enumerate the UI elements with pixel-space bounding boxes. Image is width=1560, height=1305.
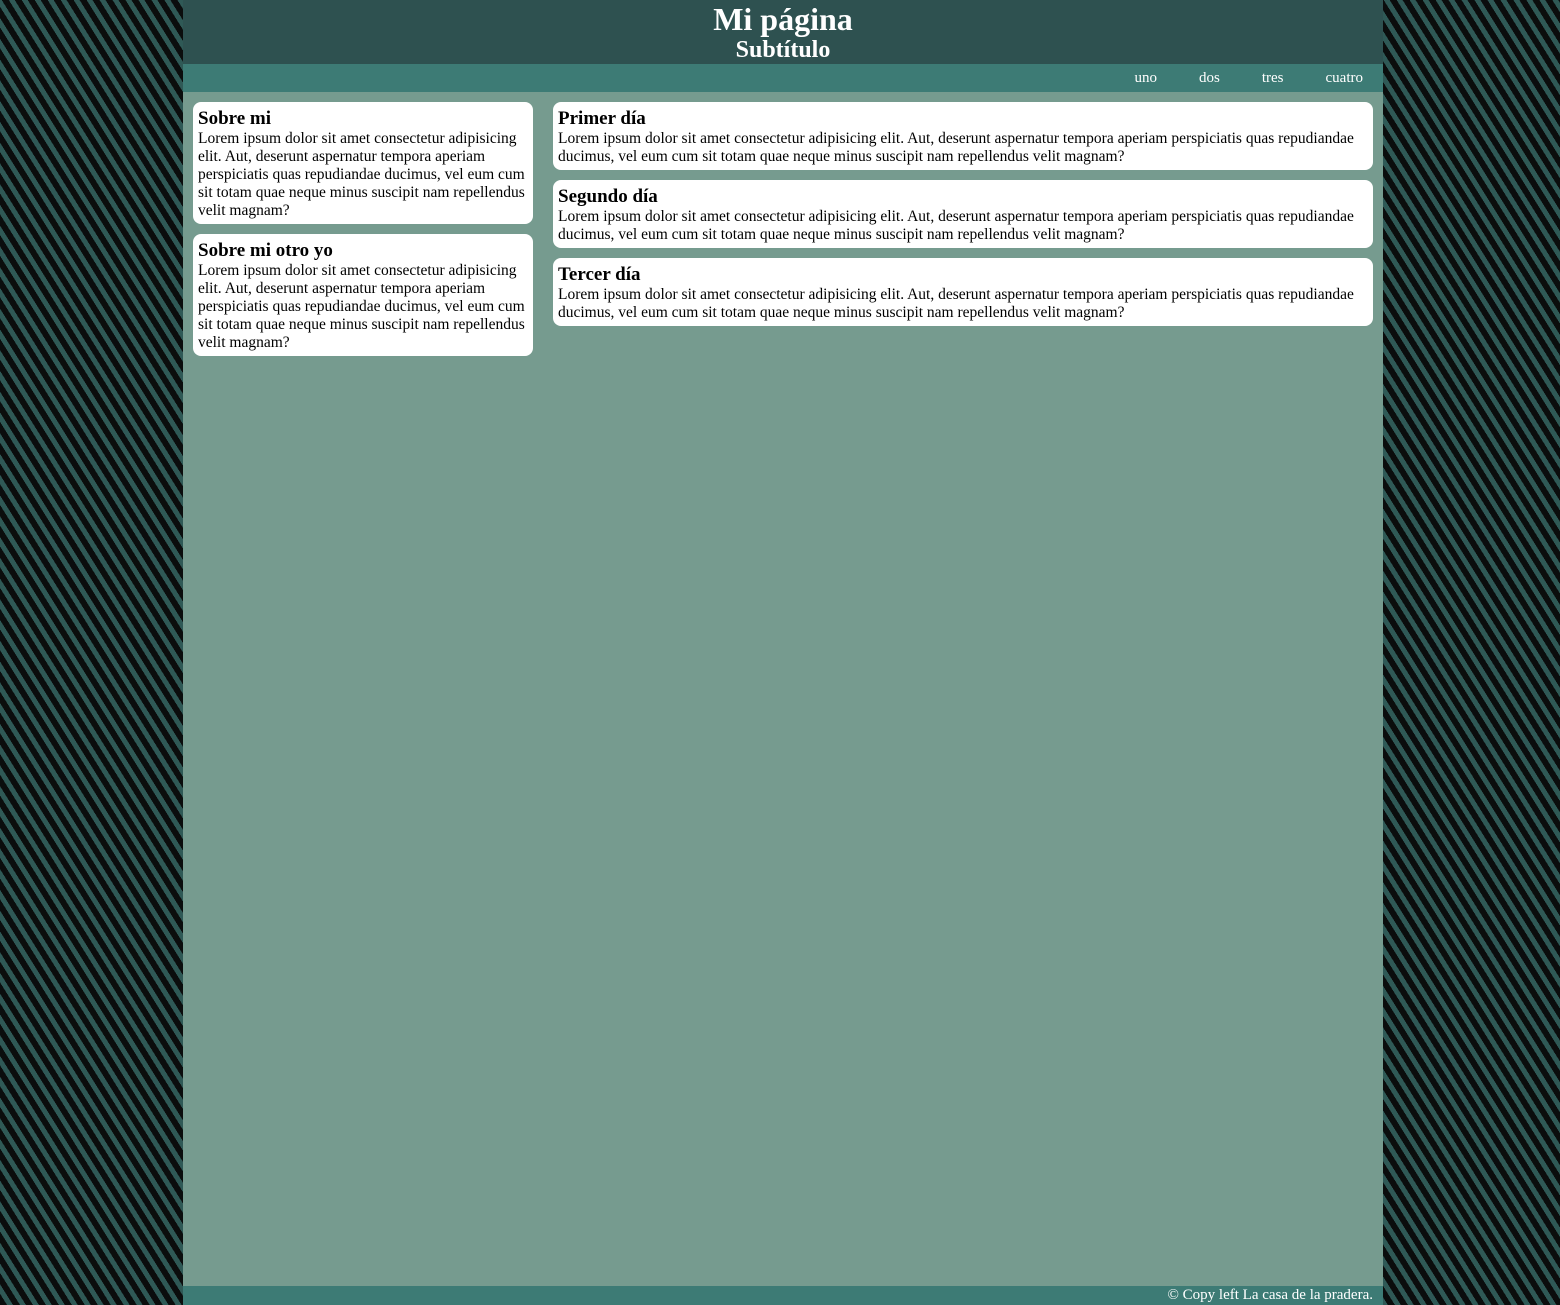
main-content: [553, 102, 1373, 366]
page-footer: [183, 1286, 1383, 1305]
nav-link-cuatro[interactable]: cuatro: [1325, 69, 1363, 86]
nav-link-dos[interactable]: dos: [1199, 69, 1220, 86]
nav-link-tres[interactable]: tres: [1261, 69, 1284, 86]
card-text: Lorem ipsum dolor sit amet consectetur adipisicing elit. Aut, deserunt aspernatur tempora aperiam perspiciatis quas repudiandae ducimus, vel eum cum sit totam quae neque minus suscipit nam repellendus velit magnam?: [198, 130, 525, 219]
page-container: [183, 0, 1383, 1305]
sidebar: [193, 102, 533, 366]
page-subtitle: Subtítulo: [735, 37, 831, 63]
nav-link-uno[interactable]: uno: [1134, 69, 1157, 86]
card-title: Sobre mi otro yo: [198, 240, 333, 261]
page-title: Mi página: [713, 1, 853, 37]
article-text: Lorem ipsum dolor sit amet consectetur adipisicing elit. Aut, deserunt aspernatur tempora aperiam perspiciatis quas repudiandae ducimus, vel eum cum sit totam quae neque minus suscipit nam repellendus velit magnam?: [558, 286, 1354, 321]
nav-bar: [183, 64, 1383, 92]
article-text: Lorem ipsum dolor sit amet consectetur adipisicing elit. Aut, deserunt aspernatur tempora aperiam perspiciatis quas repudiandae ducimus, vel eum cum sit totam quae neque minus suscipit nam repellendus velit magnam?: [558, 208, 1354, 243]
article-title: Tercer día: [558, 264, 641, 285]
footer-copyright: © Copy left La casa de la pradera.: [1167, 1287, 1373, 1303]
article-text: Lorem ipsum dolor sit amet consectetur adipisicing elit. Aut, deserunt aspernatur tempora aperiam perspiciatis quas repudiandae ducimus, vel eum cum sit totam quae neque minus suscipit nam repellendus velit magnam?: [558, 130, 1354, 165]
article-segundo-dia: [553, 180, 1373, 248]
card-title: Sobre mi: [198, 108, 272, 129]
page-header: [183, 0, 1383, 64]
content-area: [183, 92, 1383, 366]
card-text: Lorem ipsum dolor sit amet consectetur adipisicing elit. Aut, deserunt aspernatur tempora aperiam perspiciatis quas repudiandae ducimus, vel eum cum sit totam quae neque minus suscipit nam repellendus velit magnam?: [198, 262, 525, 351]
article-tercer-dia: [553, 258, 1373, 326]
article-title: Primer día: [558, 108, 646, 129]
sidebar-card-sobre-mi-otro-yo: [193, 234, 533, 356]
article-title: Segundo día: [558, 186, 658, 207]
sidebar-card-sobre-mi: [193, 102, 533, 224]
article-primer-dia: [553, 102, 1373, 170]
